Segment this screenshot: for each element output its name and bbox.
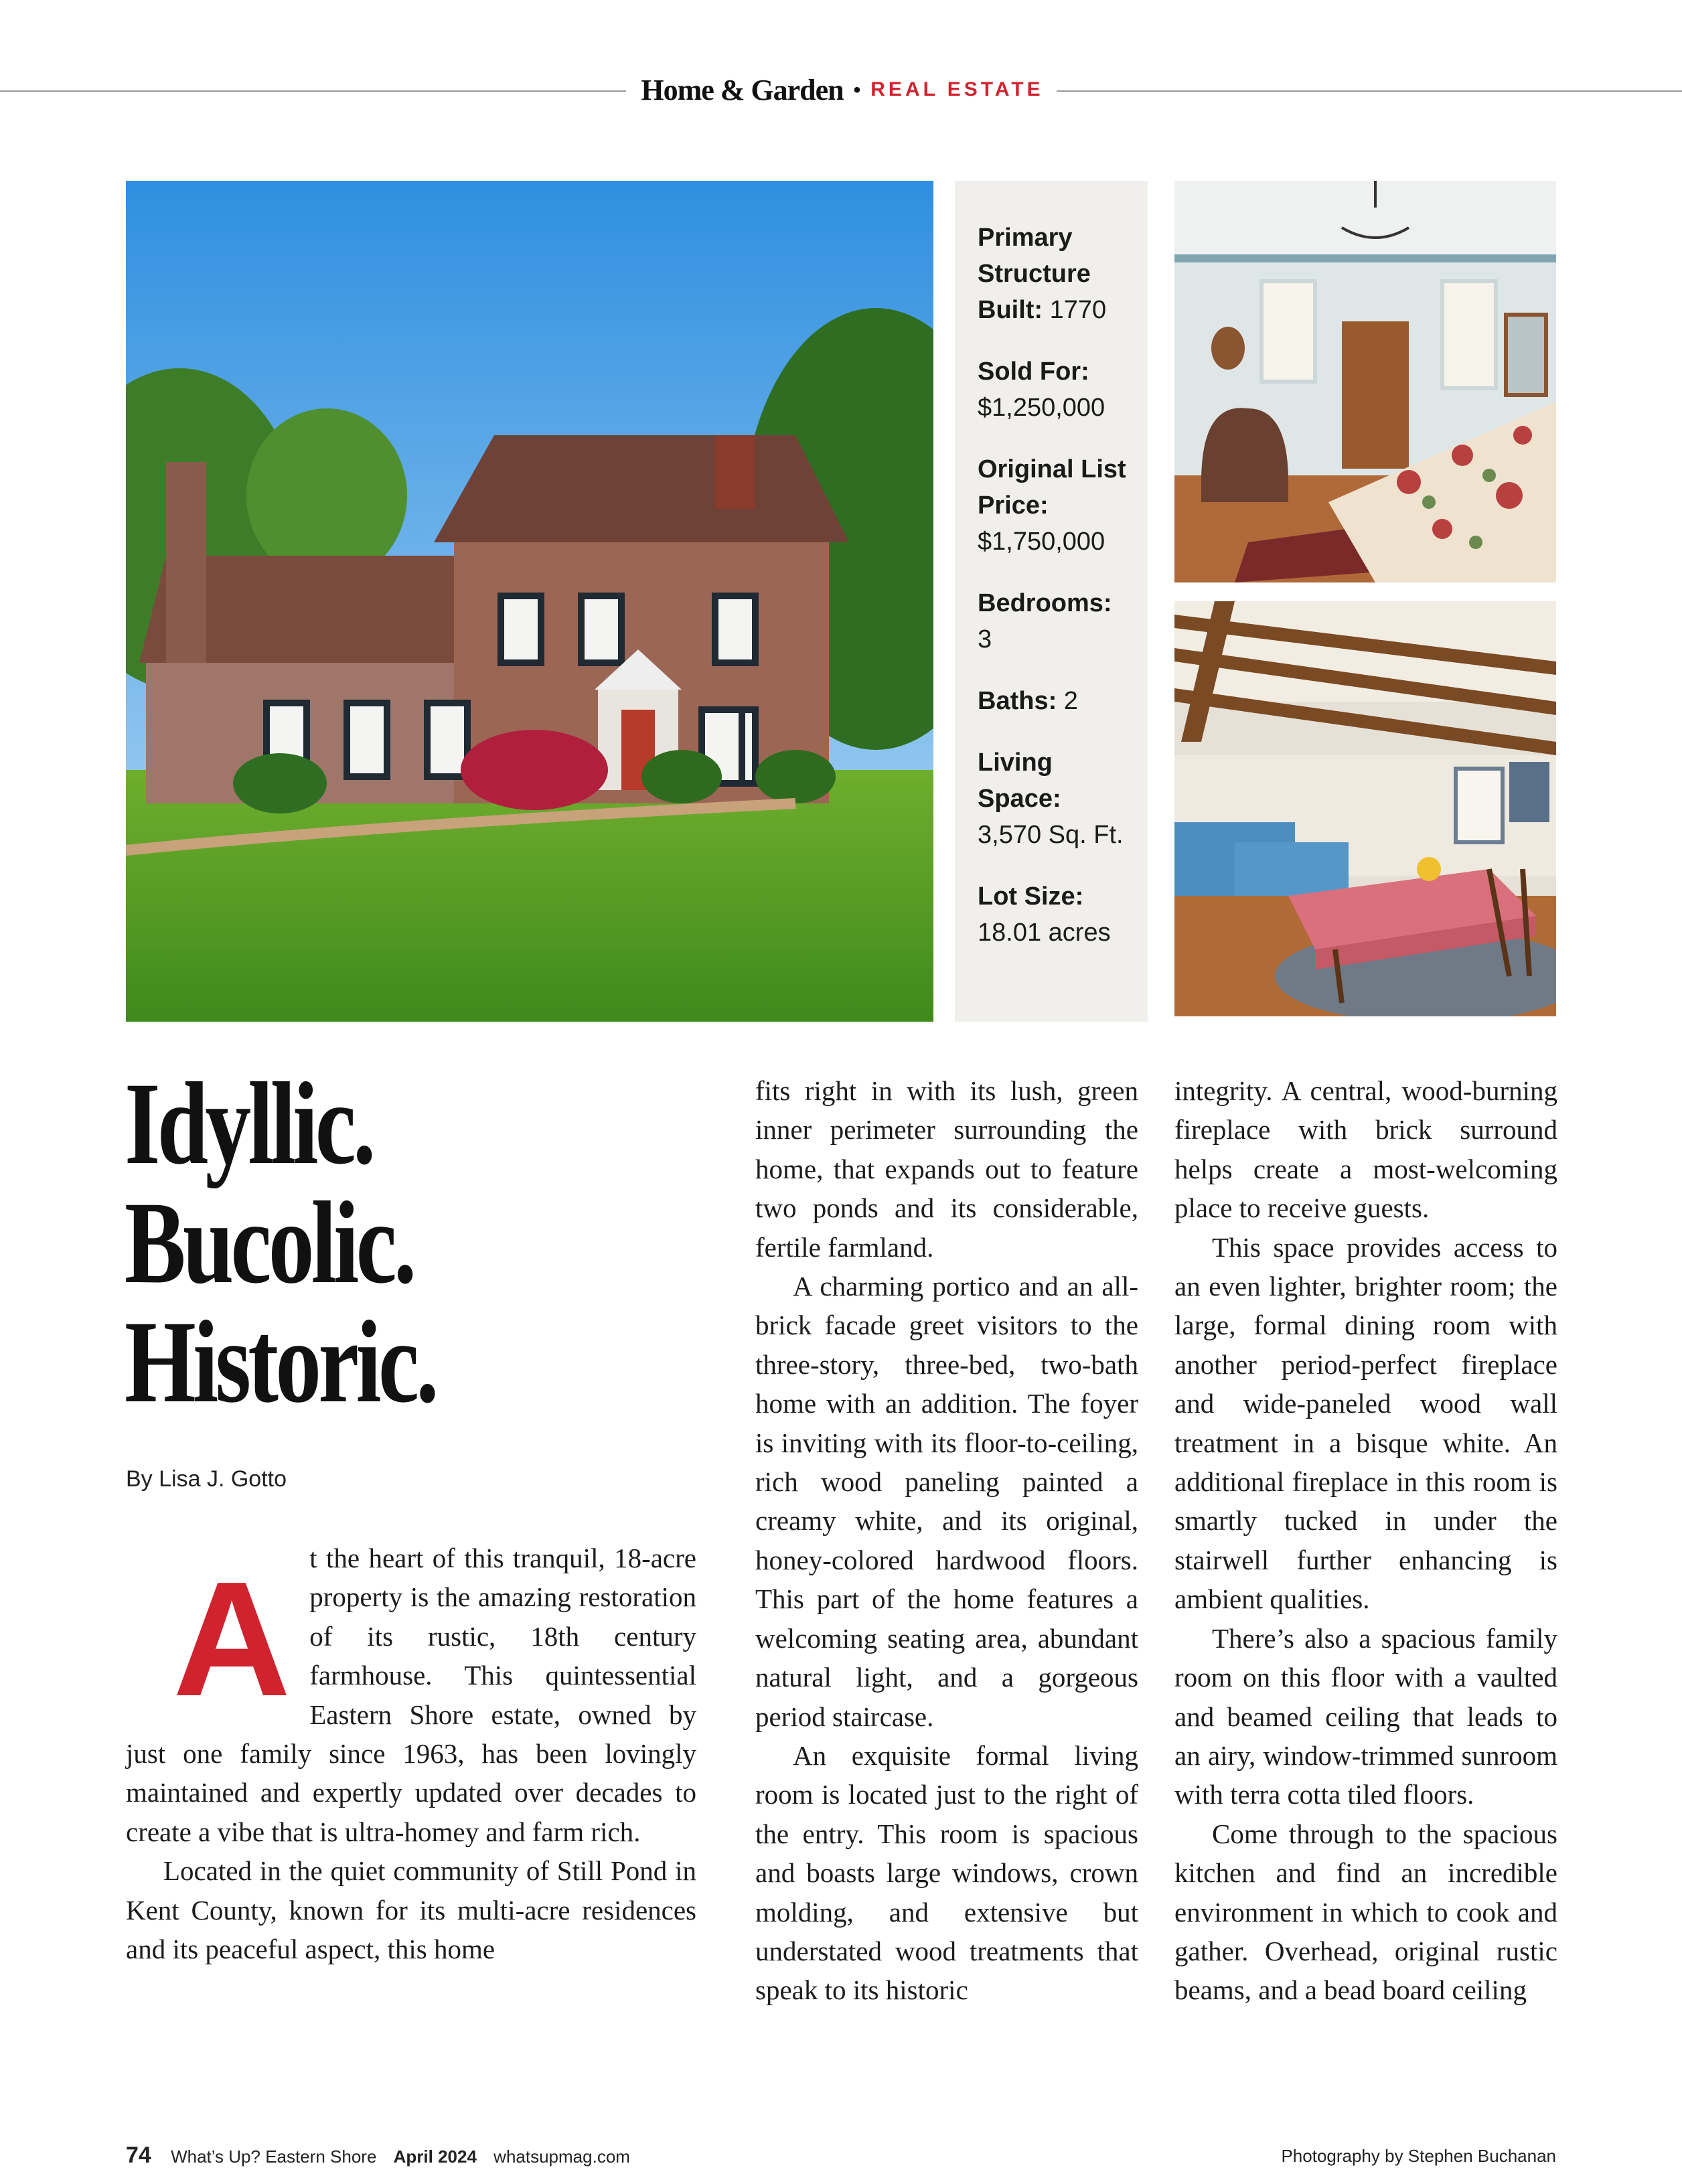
fact-label: Primary Structure Built:	[978, 224, 1091, 324]
fact-baths	[978, 683, 1128, 719]
article-paragraph: Come through to the spacious kitchen and find an incredible environment in which to cook and gather. Overhead, original rustic beams, and a bead board ceiling	[1174, 1818, 1557, 2006]
section-label: REAL ESTATE	[870, 78, 1044, 100]
headline-line: Idyllic.	[125, 1059, 373, 1189]
header-separator: •	[852, 76, 862, 103]
drop-cap: A	[173, 1547, 291, 1730]
fact-value: 2	[1063, 687, 1078, 715]
fact-bedrooms	[978, 585, 1128, 657]
page-number: 74	[126, 2142, 151, 2168]
farmhouse-exterior-photo	[126, 181, 933, 1022]
fact-living-space	[978, 745, 1128, 853]
fact-label: Baths:	[978, 687, 1057, 715]
fact-label: Sold For:	[978, 358, 1089, 386]
fact-value: 3,570 Sq. Ft.	[978, 821, 1124, 849]
website-url: whatsupmag.com	[493, 2147, 630, 2167]
byline: By Lisa J. Gotto	[126, 1466, 287, 1492]
fact-value: 3	[978, 625, 992, 653]
fact-label: Bedrooms:	[978, 589, 1112, 617]
article-column-1	[126, 1539, 696, 1968]
fact-value: 1770	[1049, 296, 1107, 324]
fact-value: $1,250,000	[978, 394, 1105, 422]
fact-value: $1,750,000	[978, 528, 1105, 556]
article-paragraph: t the heart of this tranquil, 18-acre property is the amazing restoration of its rustic, 18th century farmhouse. This quintessential Eastern Shore estate, owned by just one family since 1963, has been lovingly maintained and expertly updated over decades to create a vibe that is ultra-homey and farm rich.	[126, 1543, 696, 1847]
article-paragraph: There’s also a spacious family room on this floor with a vaulted and beamed ceiling that leads to an airy, window-trimmed sunroom with terra cotta tiled floors.	[1174, 1622, 1557, 1810]
headline-line: Bucolic.	[125, 1178, 414, 1308]
article-column-2	[755, 1071, 1138, 2010]
fact-year-built	[978, 220, 1128, 328]
article-headline	[125, 1059, 490, 1427]
issue-date: April 2024	[393, 2147, 477, 2167]
page-footer	[126, 2142, 630, 2169]
article-paragraph: fits right in with its lush, green inner perimeter surrounding the home, that expands out to feature two ponds and its considerable, fertile farmland.	[755, 1075, 1138, 1263]
fact-sold-for	[978, 354, 1128, 426]
magazine-section-brand: Home & Garden	[641, 73, 844, 106]
article-paragraph: This space provides access to an even lighter, brighter room; the large, formal dining room with another period-perfect fireplace and wide-paneled wood wall treatment in a bisque white. An additional fireplace in this room is smartly tucked in under the stairwell further enhancing is ambient qualities.	[1174, 1231, 1557, 1615]
fact-label: Living Space:	[978, 749, 1061, 813]
header-rule-right	[1057, 90, 1682, 92]
fact-label: Original List Price:	[978, 455, 1126, 520]
fact-list-price	[978, 451, 1128, 560]
header-rule-left	[0, 90, 626, 92]
fact-label: Lot Size:	[978, 882, 1084, 911]
section-header	[629, 66, 1055, 114]
article-paragraph: A charming portico and an all-brick facade greet visitors to the three-story, three-bed, two-bath home with an addition. The foyer is inviting with its floor-to-ceiling, rich wood paneling painted a creamy white, and its original, honey-colored hardwood floors. This part of the home features a welcoming seating area, abundant natural light, and a gorgeous period staircase.	[755, 1271, 1138, 1732]
bedroom-photo	[1174, 181, 1556, 582]
article-paragraph: integrity. A central, wood-burning fireplace with brick surround helps create a most-welcoming place to receive guests.	[1174, 1075, 1557, 1224]
property-facts-box	[955, 181, 1148, 1022]
article-paragraph: Located in the quiet community of Still Pond in Kent County, known for its multi-acre residences and its peaceful aspect, this home	[126, 1855, 696, 1965]
headline-line: Historic.	[125, 1297, 436, 1427]
fact-lot-size	[978, 878, 1128, 951]
article-column-3	[1174, 1071, 1557, 2010]
kitchen-dining-photo	[1174, 601, 1556, 1016]
fact-value: 18.01 acres	[978, 919, 1111, 947]
photo-credit: Photography by Stephen Buchanan	[1281, 2146, 1556, 2166]
magazine-name: What’s Up? Eastern Shore	[171, 2147, 377, 2167]
article-paragraph: An exquisite formal living room is located just to the right of the entry. This room is spacious and boasts large windows, crown molding, and extensive but understated wood treatments that speak to its historic	[755, 1739, 1138, 2006]
